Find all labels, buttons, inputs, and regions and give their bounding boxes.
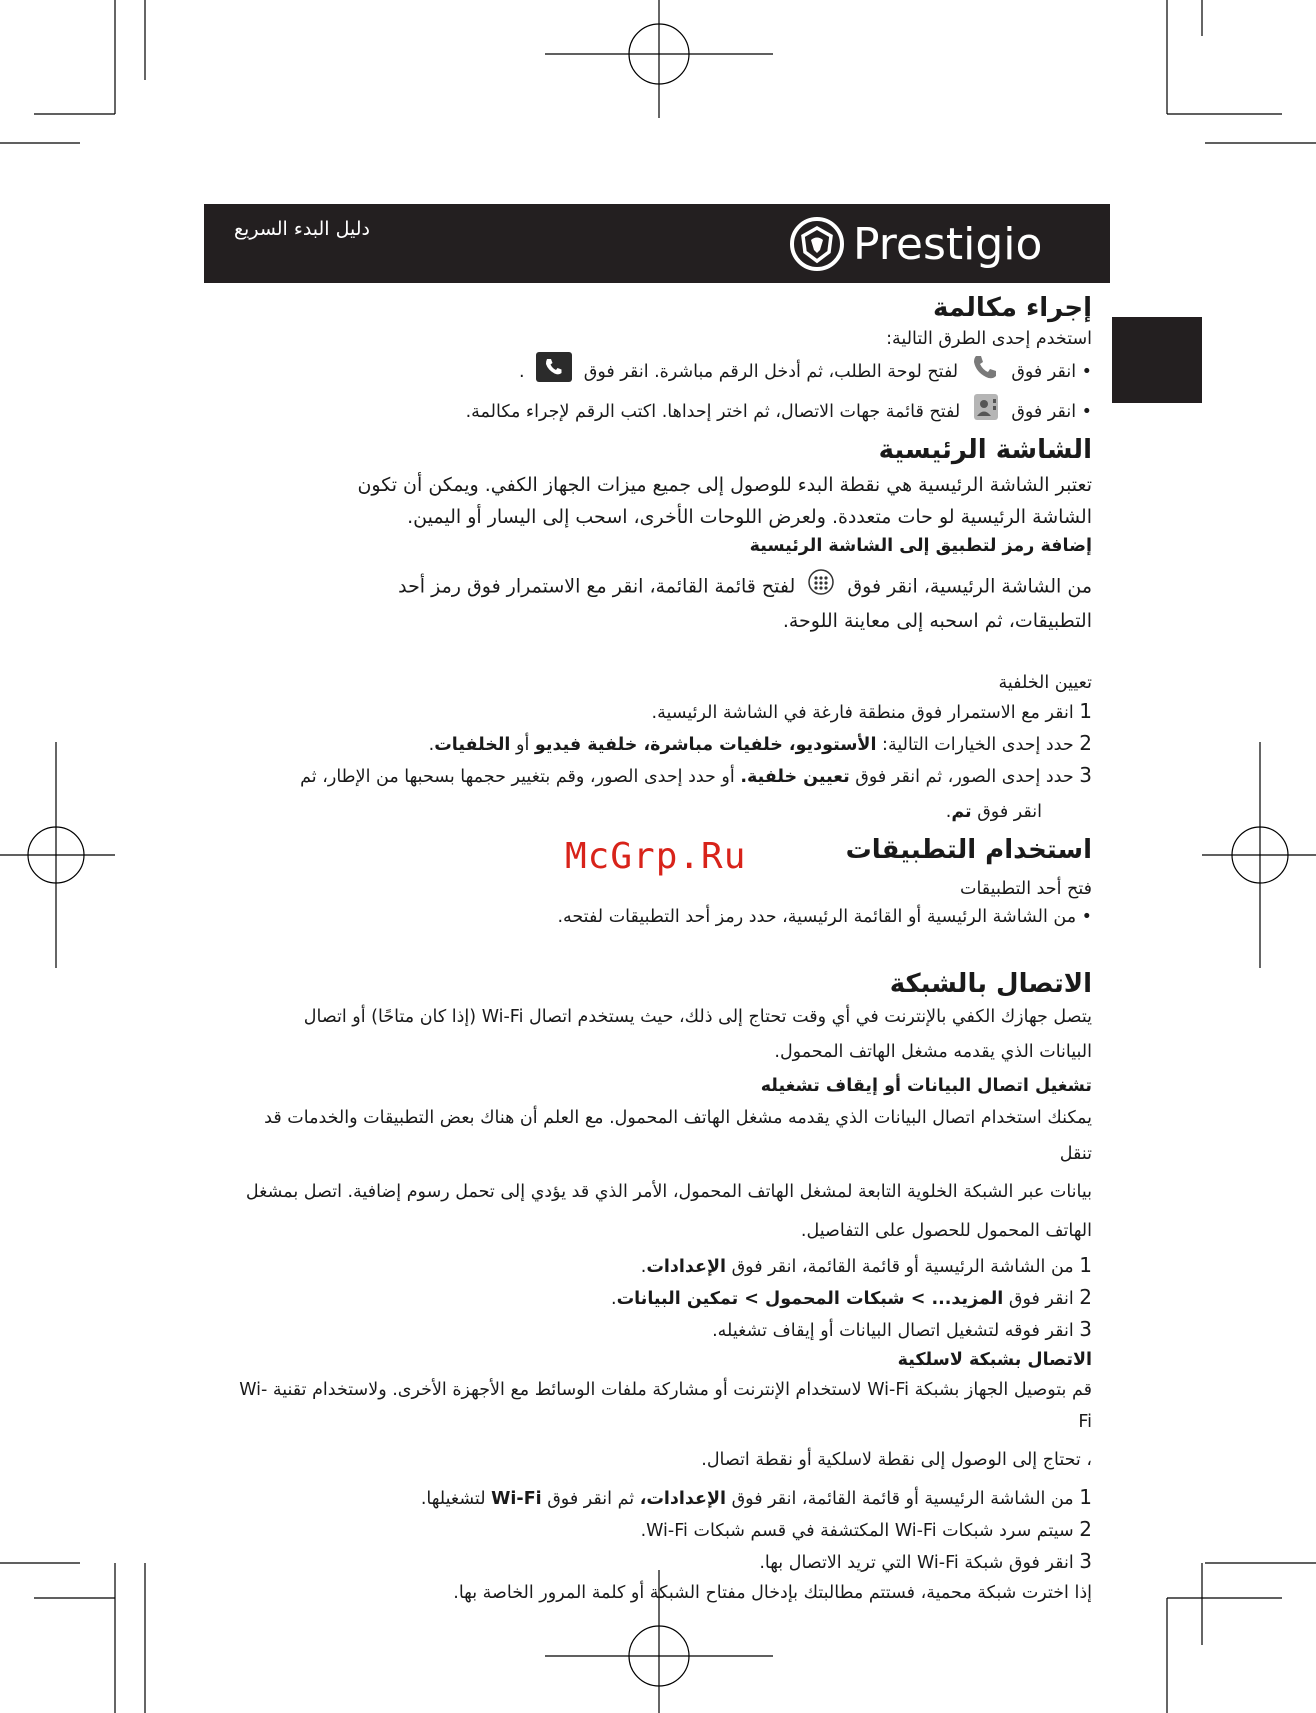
call-bullet-1: • انقر فوق لفتح لوحة الطلب، ثم أدخل الرقم مباشرة. انقر فوق . xyxy=(230,352,1092,392)
call-intro: استخدم إحدى الطرق التالية: xyxy=(886,329,1092,349)
guide-title: دليل البدء السريع xyxy=(233,218,370,240)
watermark: McGrp.Ru xyxy=(565,836,747,877)
page-header xyxy=(204,204,1110,283)
data-step-1: 1 من الشاشة الرئيسية أو قائمة القائمة، انقر فوق الإعدادات. xyxy=(640,1253,1092,1277)
wifi-paragraph-1: قم بتوصيل الجهاز بشبكة Wi-Fi لاستخدام الإنترنت أو مشاركة ملفات الوسائط مع الأجهزة الأخرى. ولاستخدام تقنية Wi-Fi xyxy=(239,1380,1092,1432)
add-icon-line-1: من الشاشة الرئيسية، انقر فوق لفتح قائمة القائمة، انقر مع الاستمرار فوق رمز أحد xyxy=(230,568,1092,606)
brand-logo xyxy=(789,214,1042,274)
section-apps-heading: استخدام التطبيقات xyxy=(845,835,1092,865)
wallpaper-step-1: 1 انقر مع الاستمرار فوق منطقة فارغة في الشاشة الرئيسية. xyxy=(651,699,1092,723)
contacts-icon xyxy=(972,392,1000,432)
wallpaper-step-3-cont: انقر فوق تم. xyxy=(945,802,1042,822)
open-app-bullet: • من الشاشة الرئيسية أو القائمة الرئيسية، حدد رمز أحد التطبيقات لفتحه. xyxy=(230,902,1092,932)
prestigio-shield-icon xyxy=(789,216,845,272)
add-icon-heading: إضافة رمز لتطبيق إلى الشاشة الرئيسية xyxy=(749,536,1092,556)
data-paragraph-1: يمكنك استخدام اتصال البيانات الذي يقدمه مشغل الهاتف المحمول. مع العلم أن هناك بعض التطبيقات والخدمات قد تنقل xyxy=(264,1108,1092,1164)
app-drawer-icon xyxy=(807,568,835,606)
call-button-icon xyxy=(536,352,572,392)
home-paragraph-2: الشاشة الرئيسية لو حات متعددة. ولعرض اللوحات الأخرى، اسحب إلى اليسار أو اليمين. xyxy=(407,506,1092,528)
data-step-3: 3 انقر فوقه لتشغيل اتصال البيانات أو إيقاف تشغيله. xyxy=(712,1317,1092,1341)
network-paragraph-2: البيانات الذي يقدمه مشغل الهاتف المحمول. xyxy=(774,1042,1092,1062)
network-paragraph-1: يتصل جهازك الكفي بالإنترنت في أي وقت تحتاج إلى ذلك، حيث يستخدم اتصال Wi-Fi (إذا كان متاحًا) أو اتصال xyxy=(303,1007,1092,1027)
chapter-tab xyxy=(1112,317,1202,403)
section-home-heading: الشاشة الرئيسية xyxy=(878,435,1092,465)
data-step-2: 2 انقر فوق المزيد... > شبكات المحمول > تمكين البيانات. xyxy=(611,1285,1092,1309)
open-app-heading: فتح أحد التطبيقات xyxy=(960,879,1092,899)
wifi-step-2: 2 سيتم سرد شبكات Wi-Fi المكتشفة في قسم شبكات Wi-Fi. xyxy=(640,1517,1092,1541)
page-content xyxy=(230,290,1092,1608)
section-call-heading: إجراء مكالمة xyxy=(932,293,1092,323)
data-toggle-heading: تشغيل اتصال البيانات أو إيقاف تشغيله xyxy=(760,1076,1092,1096)
data-paragraph-2: بيانات عبر الشبكة الخلوية التابعة لمشغل الهاتف المحمول، الأمر الذي قد يؤدي إلى تحمل رسوم إضافية. اتصل بمشغل xyxy=(245,1182,1092,1202)
wifi-step-1: 1 من الشاشة الرئيسية أو قائمة القائمة، انقر فوق الإعدادات، ثم انقر فوق Wi-Fi لتشغيلها. xyxy=(420,1485,1092,1509)
wallpaper-step-3: 3 حدد إحدى الصور، ثم انقر فوق تعيين خلفية. أو حدد إحدى الصور، وقم بتغيير حجمها بسحبها من الإطار، ثم xyxy=(300,763,1092,787)
wallpaper-heading: تعيين الخلفية xyxy=(998,673,1092,693)
data-paragraph-3: الهاتف المحمول للحصول على التفاصيل. xyxy=(800,1221,1092,1241)
brand-name: Prestigio xyxy=(853,218,1043,270)
wifi-paragraph-2: ، تحتاج إلى الوصول إلى نقطة لاسلكية أو نقطة اتصال. xyxy=(701,1450,1092,1470)
add-icon-line-2: التطبيقات، ثم اسحبه إلى معاينة اللوحة. xyxy=(782,610,1092,632)
section-network-heading: الاتصال بالشبكة xyxy=(889,969,1092,999)
phone-icon xyxy=(970,352,1000,392)
call-bullet-2: • انقر فوق لفتح قائمة جهات الاتصال، ثم اختر إحداها. اكتب الرقم لإجراء مكالمة. xyxy=(230,392,1092,432)
wallpaper-step-2: 2 حدد إحدى الخيارات التالية: الأستوديو، خلفيات مباشرة، خلفية فيديو أو الخلفيات. xyxy=(428,731,1092,755)
home-paragraph-1: تعتبر الشاشة الرئيسية هي نقطة البدء للوصول إلى جميع ميزات الجهاز الكفي. ويمكن أن تكون xyxy=(357,474,1092,496)
wifi-step-3: 3 انقر فوق شبكة Wi-Fi التي تريد الاتصال بها. xyxy=(759,1549,1092,1573)
wifi-note: إذا اخترت شبكة محمية، فستتم مطالبتك بإدخال مفتاح الشبكة أو كلمة المرور الخاصة بها. xyxy=(453,1583,1092,1603)
wifi-heading: الاتصال بشبكة لاسلكية xyxy=(897,1350,1092,1370)
